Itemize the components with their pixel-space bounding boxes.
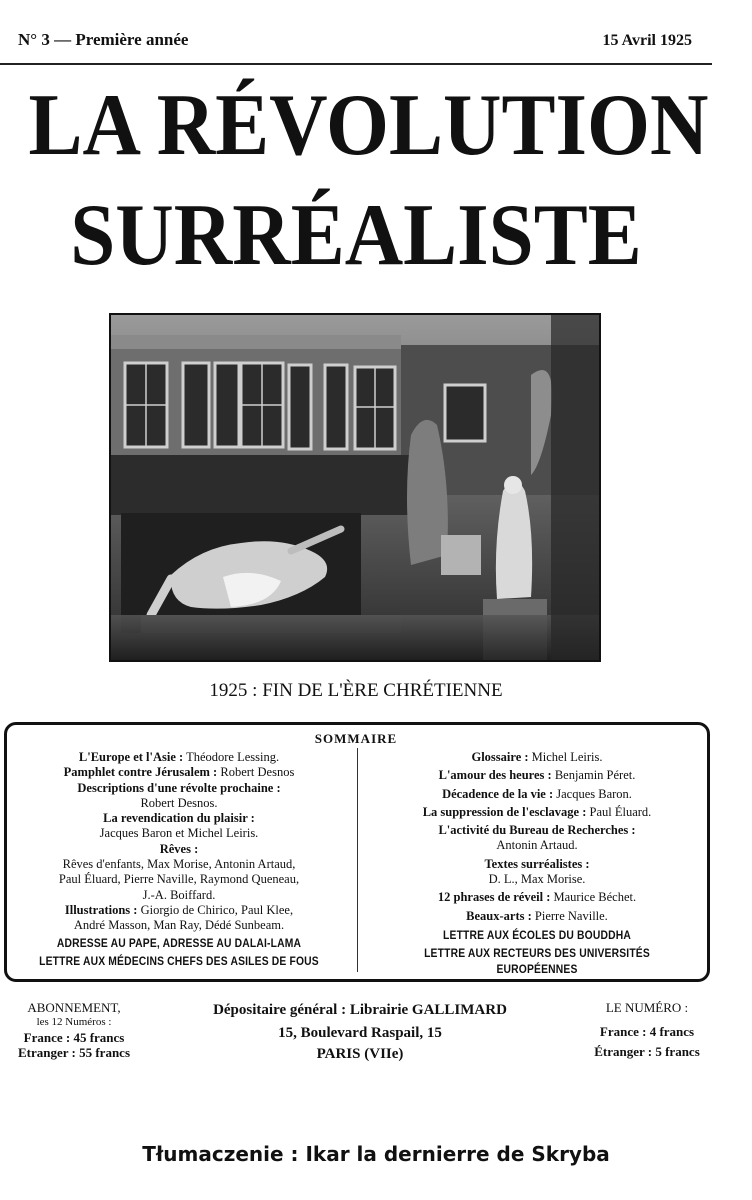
toc-entry: Robert Desnos. [140,795,218,810]
toc-caps-line: LETTRE AUX MÉDECINS CHEFS DES ASILES DE FOUS [39,953,319,968]
sommaire-right-column [372,750,702,977]
depositaire-line-2: 15, Boulevard Raspail, 15 [278,1025,442,1041]
toc-entry: Rêves d'enfants, Max Morise, Antonin Artaud, [62,857,296,872]
masthead-line-2: SURRÉALISTE [70,187,642,284]
toc-caps-line: ADRESSE AU PAPE, ADRESSE AU DALAI-LAMA [56,935,302,950]
depositaire-block [160,1000,560,1065]
cover-photograph [109,313,601,662]
masthead-line-1: LA RÉVOLUTION [28,77,709,174]
cover-caption: 1925 : FIN DE L'ÈRE CHRÉTIENNE [209,680,503,701]
toc-entry: Illustrations : Giorgio de Chirico, Paul Klee, [64,902,294,917]
abonnement-block [0,1000,148,1060]
toc-entry: L'Europe et l'Asie : Théodore Lessing. [78,750,280,764]
issue-date: 15 Avril 1925 [602,32,692,49]
toc-entry: Antonin Artaud. [496,838,578,853]
numero-etranger: Étranger : 5 francs [594,1044,700,1059]
numero-block [572,1000,722,1060]
toc-entry: Pamphlet contre Jérusalem : Robert Desnos [63,765,295,780]
toc-entry: Textes surréalistes : [484,856,590,871]
issue-number: N° 3 — Première année [18,30,189,49]
toc-entry: L'activité du Bureau de Recherches : [438,823,636,838]
abonnement-title: ABONNEMENT, [27,1000,121,1015]
numero-france: France : 4 francs [599,1024,695,1039]
toc-entry: Rêves : [159,841,199,856]
toc-entry: Paul Éluard, Pierre Naville, Raymond Queneau, [58,872,300,887]
toc-entry: 12 phrases de réveil : Maurice Béchet. [437,890,637,905]
toc-entry: D. L., Max Morise. [488,872,586,887]
toc-entry: La revendication du plaisir : [103,811,255,826]
cover-photograph-image [111,315,599,660]
toc-entry: Glossaire : Michel Leiris. [471,750,603,764]
translation-credit: Tłumaczenie : Ikar la dernierre de Skryba [142,1142,610,1166]
abonnement-etranger: Etranger : 55 francs [17,1045,131,1060]
toc-entry: Beaux-arts : Pierre Naville. [466,908,608,923]
toc-entry: La suppression de l'esclavage : Paul Éluard. [422,804,652,819]
sommaire-divider [357,748,358,972]
toc-entry: Jacques Baron et Michel Leiris. [99,826,259,841]
abonnement-france: France : 45 francs [23,1030,125,1045]
abonnement-sub: les 12 Numéros : [36,1016,112,1028]
depositaire-line-3: PARIS (VIIe) [316,1046,404,1062]
toc-caps-line: LETTRE AUX ÉCOLES DU BOUDDHA [443,927,631,942]
header-rule [0,63,712,65]
numero-title: LE NUMÉRO : [605,1000,689,1015]
sommaire-left-column [14,750,344,969]
sommaire-title: SOMMAIRE [314,731,398,746]
toc-entry: Descriptions d'une révolte prochaine : [77,780,281,795]
toc-entry: J.-A. Boiffard. [142,887,216,902]
toc-caps-line: LETTRE AUX RECTEURS DES UNIVERSITÉS EUROPÉENNES [424,946,650,976]
toc-entry: L'amour des heures : Benjamin Péret. [438,768,636,783]
depositaire-line-1: Dépositaire général : Librairie GALLIMARD [213,1002,507,1018]
toc-entry: Décadence de la vie : Jacques Baron. [442,786,632,801]
toc-entry: André Masson, Man Ray, Dédé Sunbeam. [73,918,285,933]
